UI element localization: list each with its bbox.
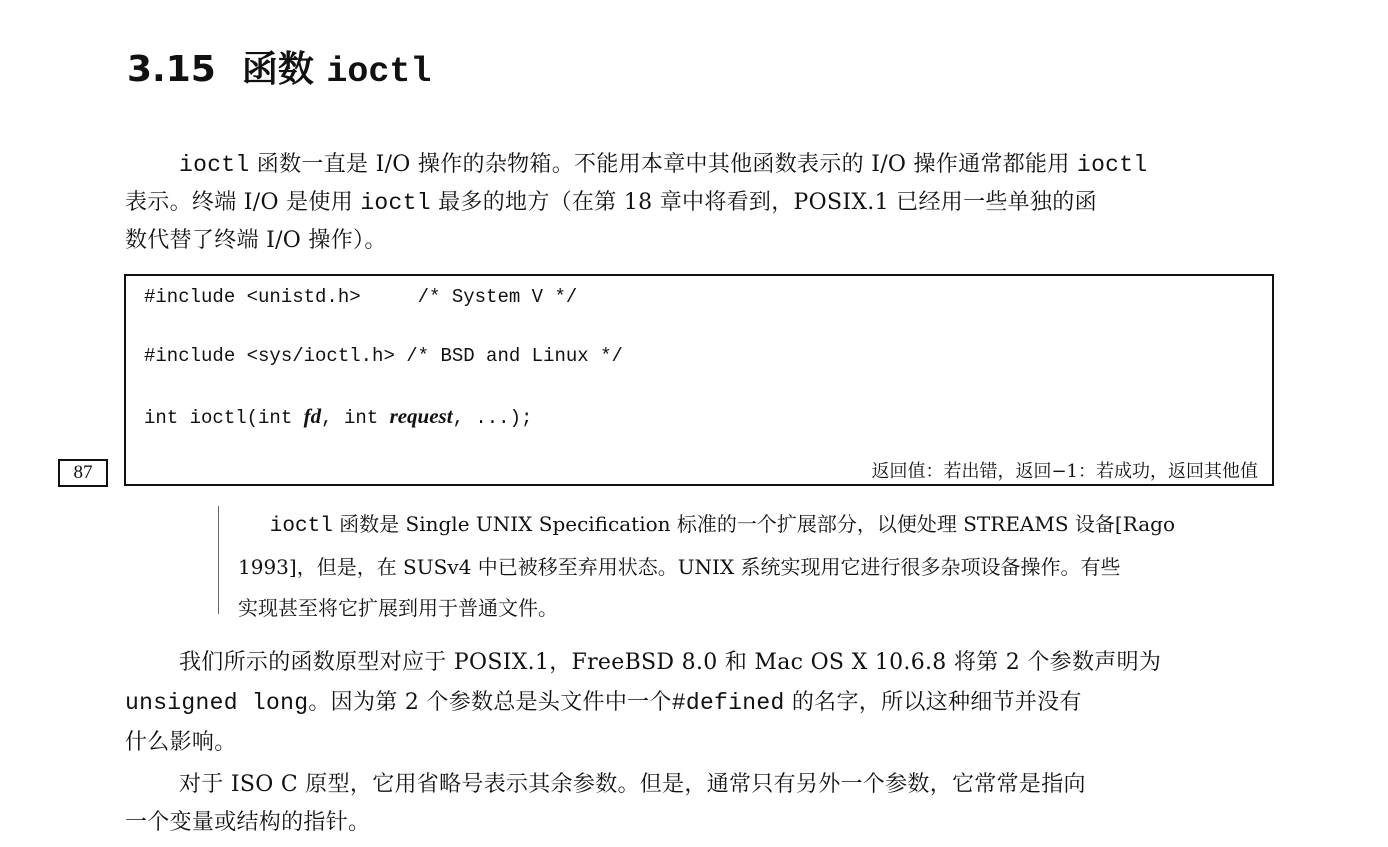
note-line-1: ioctl 函数是 Single UNIX Specification 标准的一个扩展部分，以便处理 STREAMS 设备[Rago bbox=[269, 512, 1175, 538]
prototype-line-2: unsigned long。因为第 2 个参数总是头文件中一个#defined 的名字，所以这种细节并没有 bbox=[125, 690, 1082, 716]
ioctl-prototype-line: int ioctl(int fd, int request, ...); bbox=[144, 404, 533, 429]
section-title-code: ioctl bbox=[326, 52, 432, 92]
note-line-3: 实现甚至将它扩展到用于普通文件。 bbox=[238, 596, 558, 620]
note-paragraph bbox=[238, 504, 1175, 629]
prototype-paragraph bbox=[125, 643, 1161, 763]
section-number: 3.15 bbox=[127, 49, 216, 90]
section-title-cn: 函数 bbox=[241, 49, 314, 90]
intro-line-2: 表示。终端 I/O 是使用 ioctl 最多的地方（在第 18 章中将看到，POSIX.1 已经用一些单独的函 bbox=[125, 190, 1097, 216]
param-request: request bbox=[389, 404, 453, 428]
margin-page-number: 87 bbox=[58, 459, 108, 487]
section-heading bbox=[127, 44, 431, 98]
intro-line-3: 数代替了终端 I/O 操作）。 bbox=[125, 228, 387, 253]
prototype-line-1: 我们所示的函数原型对应于 POSIX.1，FreeBSD 8.0 和 Mac OS X 10.6.8 将第 2 个参数声明为 bbox=[179, 650, 1162, 675]
function-prototype-box bbox=[124, 274, 1274, 486]
return-value-text: 返回值：若出错，返回−1：若成功，返回其他值 bbox=[871, 461, 1258, 482]
iso-c-paragraph bbox=[125, 766, 1086, 842]
iso-c-line-2: 一个变量或结构的指针。 bbox=[125, 810, 371, 835]
iso-c-line-1: 对于 ISO C 原型，它用省略号表示其余参数。但是，通常只有另外一个参数，它常常是指向 bbox=[179, 772, 1086, 797]
intro-paragraph bbox=[125, 146, 1275, 260]
intro-line-1: ioctl 函数一直是 I/O 操作的杂物箱。不能用本章中其他函数表示的 I/O 操作通常都能用 ioctl bbox=[179, 152, 1148, 178]
param-fd: fd bbox=[303, 404, 322, 428]
include-sys-ioctl-line: #include <sys/ioctl.h> /* BSD and Linux */ bbox=[144, 345, 623, 367]
note-line-2: 1993]，但是，在 SUSv4 中已被移至弃用状态。UNIX 系统实现用它进行很多杂项设备操作。有些 bbox=[238, 555, 1121, 579]
include-unistd-line: #include <unistd.h> /* System V */ bbox=[144, 286, 578, 308]
prototype-line-3: 什么影响。 bbox=[125, 730, 237, 755]
note-margin-bar bbox=[218, 506, 219, 614]
